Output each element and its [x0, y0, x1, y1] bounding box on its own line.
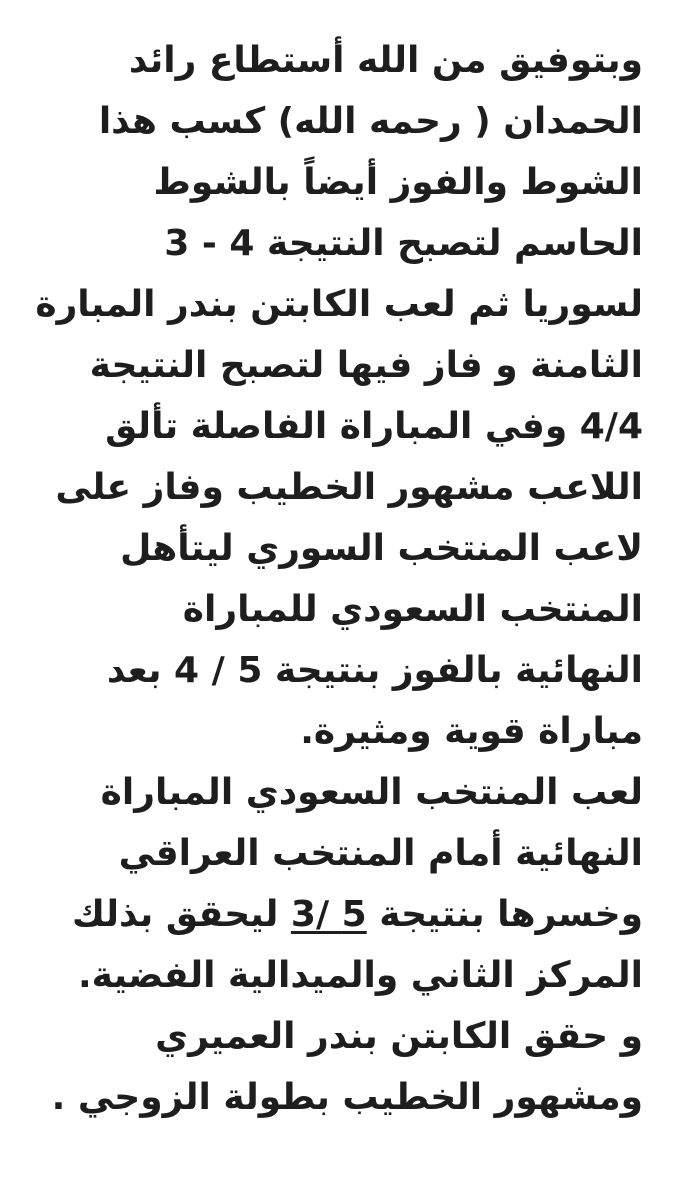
text-line: المركز الثاني والميدالية الفضية. [77, 955, 643, 996]
text-line: ومشهور الخطيب بطولة الزوجي . [51, 1077, 643, 1118]
text-line: 4/4 وفي المباراة الفاصلة تألق [105, 406, 643, 447]
text-line: النهائية بالفوز بنتيجة 5 / 4 بعد [106, 650, 643, 691]
text-line: لعب المنتخب السعودي المباراة [100, 772, 643, 813]
text-segment: وخسرها بنتيجة [366, 894, 643, 935]
text-line: لاعب المنتخب السوري ليتأهل [120, 528, 643, 569]
article-text [30, 30, 643, 1128]
text-line-with-score [30, 884, 643, 945]
text-line: النهائية أمام المنتخب العراقي [118, 833, 643, 874]
text-line: الثامنة و فاز فيها لتصبح النتيجة [89, 345, 643, 386]
text-segment: ليحقق بذلك [71, 894, 291, 935]
text-line: الشوط والفوز أيضاً بالشوط [153, 162, 643, 203]
text-line: الحاسم لتصبح النتيجة 4 - 3 [164, 223, 643, 264]
text-line: اللاعب مشهور الخطيب وفاز على [55, 467, 643, 508]
underlined-score: 5 /3 [290, 894, 367, 935]
text-line: مباراة قوية ومثيرة. [300, 711, 643, 752]
text-line: لسوريا ثم لعب الكابتن بندر المبارة [35, 284, 643, 325]
text-line: الحمدان ( رحمه الله) كسب هذا [98, 101, 643, 142]
text-line: وبتوفيق من الله أستطاع رائد [128, 40, 643, 81]
text-line: و حقق الكابتن بندر العميري [155, 1016, 643, 1057]
text-line: المنتخب السعودي للمباراة [182, 589, 643, 630]
